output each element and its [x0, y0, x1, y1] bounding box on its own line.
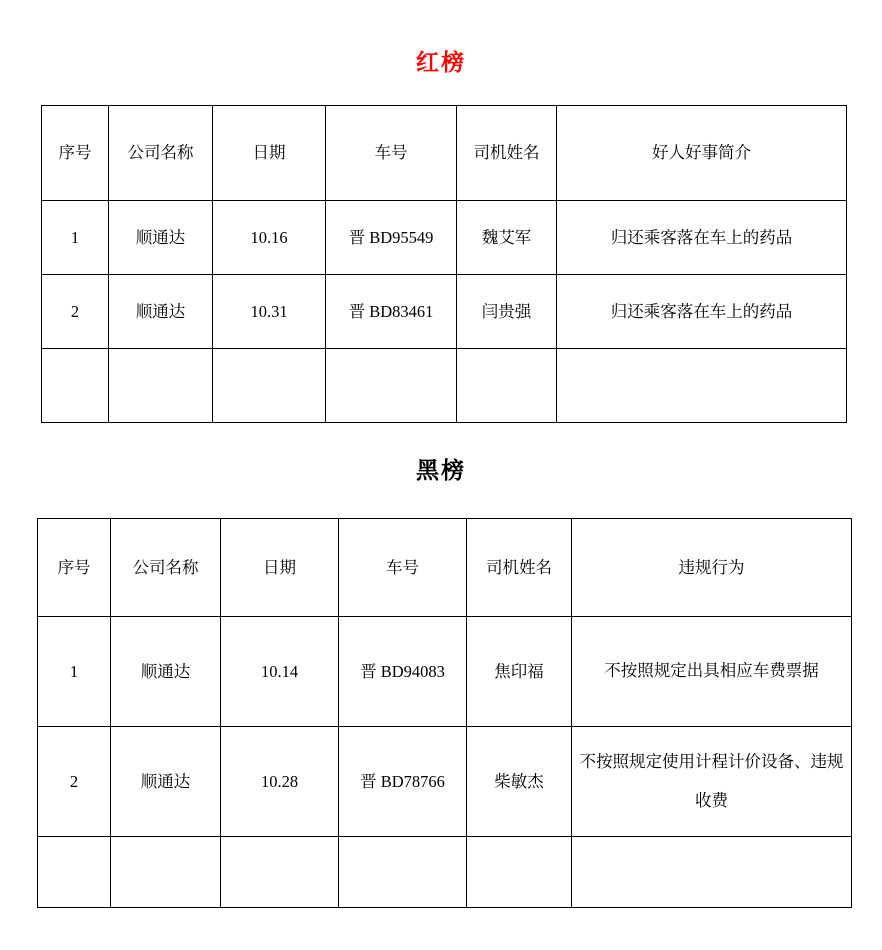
table-row [42, 201, 847, 275]
cell-company: 顺通达 [109, 201, 213, 275]
cell-driver [457, 349, 557, 423]
cell-date [221, 837, 339, 908]
cell-date: 10.31 [213, 275, 326, 349]
header-cell-company: 公司名称 [109, 106, 213, 201]
cell-date: 10.28 [221, 727, 339, 837]
table-row-empty [38, 837, 852, 908]
header-cell-plate: 车号 [326, 106, 457, 201]
cell-company: 顺通达 [111, 617, 221, 727]
cell-driver: 魏艾军 [457, 201, 557, 275]
table-row [38, 727, 852, 837]
table-row-empty [42, 349, 847, 423]
red-board-title: 红榜 [416, 50, 466, 75]
header-cell-date: 日期 [213, 106, 326, 201]
header-cell-index: 序号 [38, 519, 111, 617]
table-row [38, 617, 852, 727]
cell-note [557, 349, 847, 423]
cell-index: 1 [42, 201, 109, 275]
black-board-title: 黑榜 [416, 458, 466, 483]
red-board-table [41, 105, 847, 423]
cell-index: 2 [42, 275, 109, 349]
table-row [42, 275, 847, 349]
cell-date [213, 349, 326, 423]
cell-violation: 不按照规定使用计程计价设备、违规收费 [572, 727, 852, 837]
cell-driver: 闫贵强 [457, 275, 557, 349]
header-cell-date: 日期 [221, 519, 339, 617]
cell-index: 2 [38, 727, 111, 837]
header-cell-violation: 违规行为 [572, 519, 852, 617]
cell-plate [326, 349, 457, 423]
cell-plate: 晋 BD78766 [339, 727, 467, 837]
header-cell-index: 序号 [42, 106, 109, 201]
cell-violation [572, 837, 852, 908]
table-header-row [38, 519, 852, 617]
header-cell-note: 好人好事简介 [557, 106, 847, 201]
cell-note: 归还乘客落在车上的药品 [557, 201, 847, 275]
table-header-row [42, 106, 847, 201]
cell-index [42, 349, 109, 423]
cell-driver [467, 837, 572, 908]
header-cell-driver: 司机姓名 [457, 106, 557, 201]
cell-date: 10.14 [221, 617, 339, 727]
cell-company: 顺通达 [111, 727, 221, 837]
cell-driver: 柴敏杰 [467, 727, 572, 837]
cell-violation: 不按照规定出具相应车费票据 [572, 617, 852, 727]
cell-company [109, 349, 213, 423]
cell-index: 1 [38, 617, 111, 727]
cell-plate: 晋 BD94083 [339, 617, 467, 727]
cell-date: 10.16 [213, 201, 326, 275]
cell-plate: 晋 BD83461 [326, 275, 457, 349]
black-board-table [37, 518, 852, 908]
header-cell-company: 公司名称 [111, 519, 221, 617]
cell-note: 归还乘客落在车上的药品 [557, 275, 847, 349]
cell-plate [339, 837, 467, 908]
cell-company: 顺通达 [109, 275, 213, 349]
cell-driver: 焦印福 [467, 617, 572, 727]
header-cell-plate: 车号 [339, 519, 467, 617]
cell-company [111, 837, 221, 908]
cell-plate: 晋 BD95549 [326, 201, 457, 275]
header-cell-driver: 司机姓名 [467, 519, 572, 617]
cell-index [38, 837, 111, 908]
